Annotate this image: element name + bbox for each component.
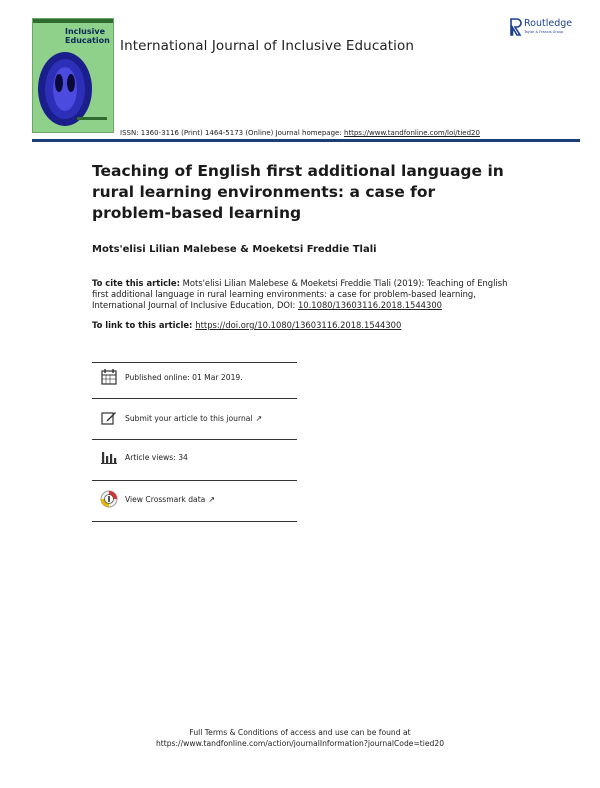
- published-row: [100, 367, 243, 387]
- journal-cover-image: [32, 18, 114, 133]
- crossmark-icon: [100, 490, 118, 508]
- citation-block: [92, 278, 512, 311]
- divider: [92, 439, 297, 440]
- routledge-r-icon: [510, 18, 522, 36]
- link-block: [92, 320, 401, 330]
- cover-title-line2: Education: [65, 36, 110, 45]
- submit-article-link[interactable]: Submit your article to this journal: [125, 413, 253, 423]
- cover-title-line1: Inclusive: [65, 27, 105, 36]
- cite-label: To cite this article:: [92, 278, 180, 288]
- article-authors: Mots'elisi Lilian Malebese & Moeketsi Freddie Tlali: [92, 244, 377, 255]
- article-title: Teaching of English first additional language in rural learning environments: a case for problem-based learning: [92, 162, 504, 222]
- external-link-icon: ↗: [208, 494, 216, 504]
- issn-text: ISSN: 1360-3116 (Print) 1464-5173 (Online) Journal homepage:: [120, 129, 344, 137]
- doi-url-link[interactable]: https://doi.org/10.1080/13603116.2018.1544300: [195, 320, 402, 330]
- publisher-tagline: Taylor & Francis Group: [524, 30, 564, 34]
- footer-terms-link[interactable]: https://www.tandfonline.com/action/journalInformation?journalCode=tied20: [155, 739, 445, 748]
- divider: [92, 398, 297, 399]
- header-divider: [32, 139, 580, 142]
- issn-line: [120, 129, 480, 137]
- published-date: Published online: 01 Mar 2019.: [125, 372, 243, 382]
- crossmark-link[interactable]: View Crossmark data: [125, 494, 206, 504]
- submit-article-row[interactable]: [100, 408, 262, 428]
- bar-chart-icon: [100, 448, 118, 466]
- publisher-logo: [510, 18, 580, 40]
- journal-title: International Journal of Inclusive Education: [120, 38, 414, 54]
- divider: [92, 480, 297, 481]
- cite-text: Mots'elisi Lilian Malebese & Moeketsi Freddie Tlali (2019): Teaching of English first additional language in rural learning environments: a case for problem-based learning, International Journal of Inclusive Education, DOI:: [92, 278, 508, 310]
- edit-icon: [100, 409, 118, 427]
- external-link-icon: ↗: [255, 413, 263, 423]
- article-views: Article views: 34: [125, 452, 188, 462]
- link-label: To link to this article:: [92, 320, 196, 330]
- doi-short-link[interactable]: 10.1080/13603116.2018.1544300: [297, 300, 442, 310]
- footer: [0, 727, 600, 749]
- divider: [92, 362, 297, 363]
- calendar-icon: [100, 368, 118, 386]
- crossmark-row[interactable]: [100, 489, 215, 509]
- divider: [92, 521, 297, 522]
- article-views-row: [100, 447, 188, 467]
- publisher-name: Routledge: [524, 18, 573, 29]
- footer-line1: Full Terms & Conditions of access and use can be found at: [189, 728, 411, 737]
- journal-homepage-link[interactable]: https://www.tandfonline.com/loi/tied20: [343, 129, 480, 137]
- cover-art: [37, 47, 93, 127]
